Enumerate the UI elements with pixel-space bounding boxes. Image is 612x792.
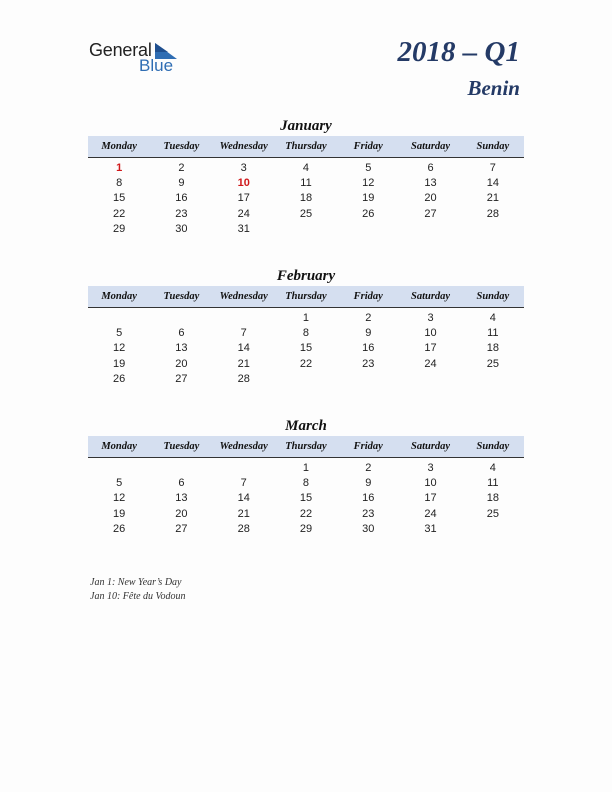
day-cell: 13 [175,342,188,355]
day-cell: 20 [175,507,188,520]
day-cell: 19 [113,357,126,370]
day-cell: 3 [240,161,247,174]
weekday-label: Monday [101,441,137,452]
day-cell: 7 [240,476,247,489]
day-cell: 5 [116,476,123,489]
day-cell: 24 [424,357,437,370]
day-cell: 24 [237,207,250,220]
day-cell: 28 [486,207,499,220]
day-cell: 5 [365,161,372,174]
day-cell: 8 [116,176,123,189]
month-january [88,116,524,236]
page-title: 2018 – Q1 [397,36,520,68]
day-cell: 2 [365,311,372,324]
week-row [88,506,524,521]
day-cell: 20 [424,192,437,205]
day-cell: 5 [116,326,123,339]
day-cell: 7 [240,326,247,339]
day-cell: 16 [362,342,375,355]
day-cell: 18 [486,342,499,355]
day-cell: 26 [113,522,126,535]
weekday-label: Friday [353,291,383,302]
week-rows [88,310,524,386]
week-row [88,206,524,221]
day-cell: 28 [237,522,250,535]
day-cell: 25 [486,507,499,520]
weekday-label: Saturday [411,291,451,302]
day-cell: 14 [237,342,250,355]
weekday-label: Friday [353,141,383,152]
day-cell: 29 [113,222,126,235]
day-cell: 2 [365,461,372,474]
day-cell: 12 [113,342,126,355]
weekday-label: Saturday [411,441,451,452]
holiday-note: Jan 10: Fête du Vodoun [90,590,186,602]
weekday-label: Monday [101,141,137,152]
day-cell: 4 [302,161,310,174]
day-cell: 17 [237,192,250,205]
day-cell: 8 [302,326,310,339]
day-cell: 17 [424,342,437,355]
day-cell: 12 [362,176,375,189]
month-february [88,266,524,386]
day-cell: 18 [486,492,499,505]
day-cell: 28 [237,372,250,385]
weekday-label: Tuesday [163,141,200,152]
day-cell: 22 [113,207,126,220]
day-cell: 6 [178,326,185,339]
day-cell: 10 [424,326,437,339]
day-cell: 20 [175,357,188,370]
weekday-label: Sunday [476,141,510,152]
day-cell: 11 [487,326,499,339]
weekday-label: Thursday [285,141,327,152]
day-cell: 31 [237,222,250,235]
day-cell: 21 [237,357,250,370]
day-cell: 23 [175,207,188,220]
day-cell: 4 [489,461,496,474]
day-cell: 22 [299,507,313,520]
week-row [88,221,524,236]
day-cell: 4 [489,311,496,324]
day-cell: 16 [175,192,188,205]
weekday-label: Wednesday [219,441,268,452]
day-cell: 11 [487,476,499,489]
day-cell: 7 [489,161,496,174]
month-title: February [276,268,336,284]
weekday-label: Tuesday [163,441,200,452]
day-cell: 27 [175,522,188,535]
general-blue-logo [89,40,189,80]
day-cell: 24 [424,507,437,520]
weekday-label: Saturday [411,141,451,152]
week-row [88,325,524,340]
country-name: Benin [467,76,520,100]
logo-general-text: General [89,40,152,60]
weekday-label: Monday [101,291,137,302]
day-cell: 8 [302,476,310,489]
logo-blue-text: Blue [139,56,174,75]
day-cell: 27 [424,207,437,220]
day-cell: 29 [299,522,313,535]
day-cell: 27 [175,372,188,385]
holiday-note: Jan 1: New Year’s Day [90,577,182,588]
day-cell: 10 [424,476,437,489]
week-row [88,341,524,356]
day-cell: 26 [362,207,375,220]
day-cell: 15 [299,342,313,355]
weekday-label: Wednesday [219,291,268,302]
day-cell: 1 [302,311,310,324]
week-row [88,160,524,175]
day-cell: 14 [486,176,499,189]
day-cell: 25 [486,357,499,370]
day-cell: 6 [178,476,185,489]
week-row [88,521,524,536]
day-cell: 9 [365,476,372,489]
weekday-header [88,286,524,308]
day-cell: 15 [113,192,126,205]
weekday-label: Sunday [476,291,510,302]
day-cell: 14 [237,492,250,505]
week-rows [88,160,524,236]
week-row [88,356,524,371]
day-cell: 2 [178,161,185,174]
day-cell: 13 [175,492,188,505]
day-cell: 26 [113,372,126,385]
week-row [88,371,524,386]
day-cell: 19 [362,192,375,205]
weekday-label: Thursday [285,291,327,302]
day-cell: 17 [424,492,437,505]
weekday-label: Thursday [285,441,327,452]
week-row [88,175,524,190]
day-cell: 6 [427,161,434,174]
week-row [88,460,524,475]
day-cell: 22 [299,357,313,370]
month-title: March [285,418,327,434]
day-cell: 25 [299,207,313,220]
week-rows [88,460,524,536]
day-cell: 21 [237,507,250,520]
weekday-header [88,436,524,458]
day-cell: 13 [424,176,437,189]
day-cell: 3 [427,311,434,324]
day-cell: 3 [427,461,434,474]
month-title: January [280,118,332,134]
day-cell: 23 [362,357,375,370]
month-march [88,416,524,536]
day-cell: 11 [300,176,312,189]
day-cell: 15 [299,492,313,505]
holiday-notes [90,576,186,603]
day-cell: 19 [113,507,126,520]
weekday-label: Sunday [476,441,510,452]
weekday-label: Friday [353,441,383,452]
week-row [88,491,524,506]
day-cell: 30 [362,522,375,535]
week-row [88,310,524,325]
day-cell: 31 [424,522,437,535]
day-cell: 21 [486,192,499,205]
weekday-label: Tuesday [163,291,200,302]
week-row [88,191,524,206]
day-cell: 10 [237,176,250,189]
weekday-label: Wednesday [219,141,268,152]
day-cell: 1 [302,461,310,474]
day-cell: 30 [175,222,188,235]
day-cell: 1 [116,161,123,174]
day-cell: 18 [299,192,313,205]
day-cell: 9 [365,326,372,339]
day-cell: 12 [113,492,126,505]
day-cell: 23 [362,507,375,520]
week-row [88,475,524,490]
day-cell: 9 [178,176,185,189]
day-cell: 16 [362,492,375,505]
weekday-header [88,136,524,158]
